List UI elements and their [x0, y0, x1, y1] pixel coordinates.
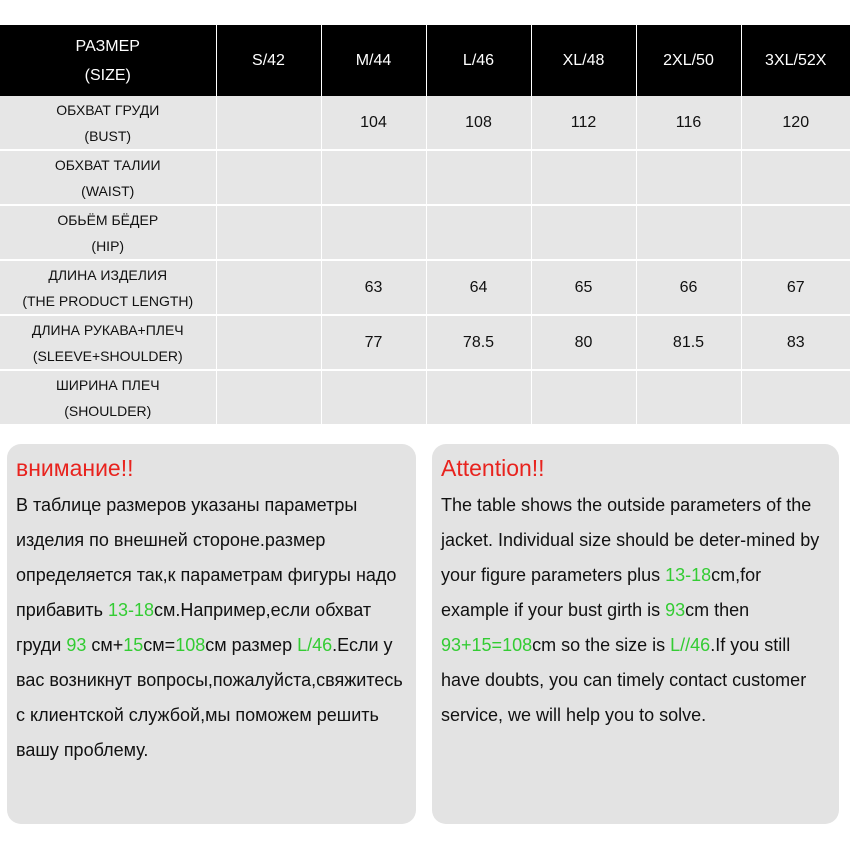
table-cell — [636, 150, 741, 205]
table-cell — [636, 370, 741, 424]
table-cell — [216, 370, 321, 424]
size-column-header: XL/48 — [531, 25, 636, 96]
table-cell: 66 — [636, 260, 741, 315]
table-cell — [741, 150, 850, 205]
size-column-header: M/44 — [321, 25, 426, 96]
table-cell — [216, 150, 321, 205]
table-cell — [741, 205, 850, 260]
table-row — [0, 370, 850, 424]
table-cell — [426, 205, 531, 260]
table-cell — [531, 205, 636, 260]
size-header-ru: РАЗМЕР — [75, 37, 140, 55]
row-label-length: ДЛИНА ИЗДЕЛИЯ (THE PRODUCT LENGTH) — [0, 260, 216, 315]
table-cell: 120 — [741, 96, 850, 150]
note-text-en: The table shows the outside parameters of the jacket. Individual size should be deter-mined by your figure parameters plus 13-18cm,for example if your bust girth is 93cm then 93+15=108cm so the size is L//46.If you still have doubts, you can timely contact customer service, we will help you to solve. — [441, 495, 820, 725]
note-text-ru: В таблице размеров указаны параметры изделия по внешней стороне.размер определяется так,к параметрам фигуры надо прибавить 13-18см.Например,если обхват груди 93 см+15см=108см размер L/46.Если у вас возникнут вопросы,пожалуйста,свяжитесь с клиентской службой,мы поможем решить вашу проблему. — [16, 495, 403, 760]
highlight-size: L//46 — [670, 635, 711, 655]
size-column-header: 2XL/50 — [636, 25, 741, 96]
table-cell: 78.5 — [426, 315, 531, 370]
table-cell — [426, 370, 531, 424]
table-cell: 116 — [636, 96, 741, 150]
table-cell: 104 — [321, 96, 426, 150]
size-chart-table — [0, 25, 850, 424]
table-cell — [216, 315, 321, 370]
row-label-shoulder: ШИРИНА ПЛЕЧ (SHOULDER) — [0, 370, 216, 424]
table-cell: 112 — [531, 96, 636, 150]
table-cell — [216, 205, 321, 260]
table-cell — [531, 370, 636, 424]
table-cell — [216, 260, 321, 315]
highlight-size: L/46 — [297, 635, 333, 655]
highlight-bust: 93 — [665, 600, 686, 620]
table-cell — [426, 150, 531, 205]
note-title-en: Attention!! — [441, 455, 545, 481]
table-cell — [321, 205, 426, 260]
table-cell: 65 — [531, 260, 636, 315]
note-title-ru: внимание!! — [16, 455, 134, 481]
table-cell — [216, 96, 321, 150]
table-cell: 80 — [531, 315, 636, 370]
table-cell — [741, 370, 850, 424]
table-cell: 108 — [426, 96, 531, 150]
highlight-formula: 93+15=108 — [441, 635, 533, 655]
table-cell — [321, 150, 426, 205]
table-cell: 81.5 — [636, 315, 741, 370]
size-column-header: L/46 — [426, 25, 531, 96]
table-cell: 63 — [321, 260, 426, 315]
table-cell — [531, 150, 636, 205]
highlight-range: 13-18 — [107, 600, 155, 620]
highlight-range: 13-18 — [665, 565, 712, 585]
size-header-en: (SIZE) — [84, 66, 131, 84]
size-header-cell — [0, 25, 216, 96]
size-column-header: 3XL/52X — [741, 25, 850, 96]
table-row — [0, 150, 850, 205]
table-row — [0, 315, 850, 370]
table-header-row — [0, 25, 850, 96]
row-label-waist: ОБХВАТ ТАЛИИ (WAIST) — [0, 150, 216, 205]
table-cell: 67 — [741, 260, 850, 315]
table-cell: 83 — [741, 315, 850, 370]
attention-note-english — [432, 444, 839, 824]
table-cell — [636, 205, 741, 260]
row-label-sleeve: ДЛИНА РУКАВА+ПЛЕЧ (SLEEVE+SHOULDER) — [0, 315, 216, 370]
highlight-bust: 93 — [66, 635, 87, 655]
table-cell — [321, 370, 426, 424]
highlight-result: 108 — [175, 635, 206, 655]
size-column-header: S/42 — [216, 25, 321, 96]
table-row — [0, 205, 850, 260]
table-cell: 64 — [426, 260, 531, 315]
table-cell: 77 — [321, 315, 426, 370]
highlight-plus: 15 — [123, 635, 144, 655]
row-label-bust: ОБХВАТ ГРУДИ (BUST) — [0, 96, 216, 150]
row-label-hip: ОБЬЁМ БЁДЕР (HIP) — [0, 205, 216, 260]
attention-note-russian — [7, 444, 416, 824]
table-row — [0, 260, 850, 315]
table-row — [0, 96, 850, 150]
